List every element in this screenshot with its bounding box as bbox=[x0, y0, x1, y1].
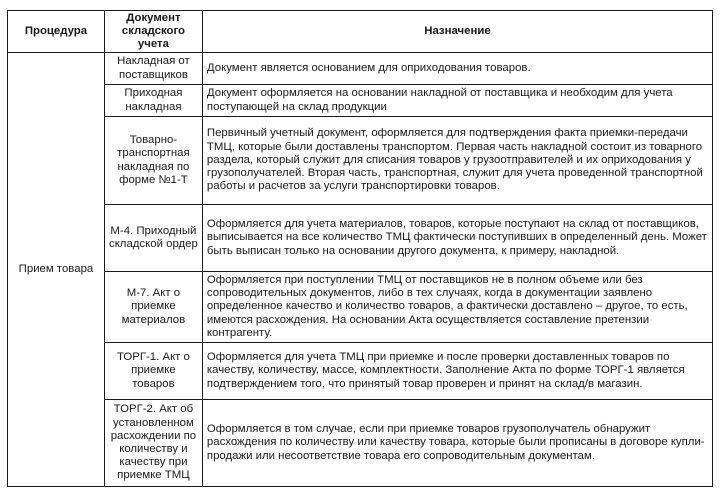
document-cell: Накладная от поставщиков bbox=[104, 53, 202, 85]
table-row bbox=[8, 117, 713, 205]
table-row bbox=[8, 272, 713, 343]
document-cell: М-4. Приходный складской ордер bbox=[104, 205, 202, 272]
table-row bbox=[8, 205, 713, 272]
header-procedure: Процедура bbox=[8, 11, 105, 53]
document-cell: ТОРГ-2. Акт об установленном расхождении по количеству и качеству при приемке ТМЦ bbox=[104, 400, 202, 487]
header-purpose: Назначение bbox=[202, 11, 712, 53]
table-row bbox=[8, 343, 713, 400]
purpose-cell: Оформляется в том случае, если при приемке товаров грузополучатель обнаружит расхождения по количеству или качеству товара, которые были прописаны в договоре купли-продажи или несоответствие товара его сопроводительным документам. bbox=[202, 400, 712, 487]
document-cell: Приходная накладная bbox=[104, 85, 202, 117]
header-document: Документ складского учета bbox=[104, 11, 202, 53]
document-cell: Товарно-транспортная накладная по форме №1-Т bbox=[104, 117, 202, 205]
purpose-cell: Оформляется для учета материалов, товаров, которые поступают на склад от поставщиков, выписывается на все количество ТМЦ фактически поступивших в определенный день. Может быть выписан только на основании другого документа, к примеру, накладной. bbox=[202, 205, 712, 272]
purpose-cell: Первичный учетный документ, оформляется для подтверждения факта приемки-передачи ТМЦ, которые были доставлены транспортом. Первая часть накладной состоит из товарного раздела, который служит для списания товаров у грузоотправителей и их оприходования у грузополучателей. Вторая часть, транспортная, служит для учета проведенной транспортной работы и расчетов за услуги транспортировки товаров. bbox=[202, 117, 712, 205]
purpose-cell: Документ оформляется на основании накладной от поставщика и необходим для учета поступающей на склад продукции bbox=[202, 85, 712, 117]
document-cell: М-7. Акт о приемке материалов bbox=[104, 272, 202, 343]
purpose-cell: Оформляется для учета ТМЦ при приемке и после проверки доставленных товаров по качеству, количеству, массе, комплектности. Заполнение Акта по форме ТОРГ-1 является подтверждением того, что принятый товар проверен и принят на склад/в магазин. bbox=[202, 343, 712, 400]
table-header-row bbox=[8, 11, 713, 53]
table-row bbox=[8, 400, 713, 487]
document-cell: ТОРГ-1. Акт о приемке товаров bbox=[104, 343, 202, 400]
procedure-cell: Прием товара bbox=[8, 53, 105, 487]
purpose-cell: Оформляется при поступлении ТМЦ от поставщиков не в полном объеме или без сопроводительных документов, либо в тех случаях, когда в документации заявлено определенное качество и количество товаров, а фактически доставлено – другое, то есть, имеются расхождения. На основании Акта осуществляется составление претензии контрагенту. bbox=[202, 272, 712, 343]
table-row bbox=[8, 53, 713, 85]
warehouse-documents-table bbox=[7, 10, 713, 487]
table-row bbox=[8, 85, 713, 117]
purpose-cell: Документ является основанием для оприходования товаров. bbox=[202, 53, 712, 85]
